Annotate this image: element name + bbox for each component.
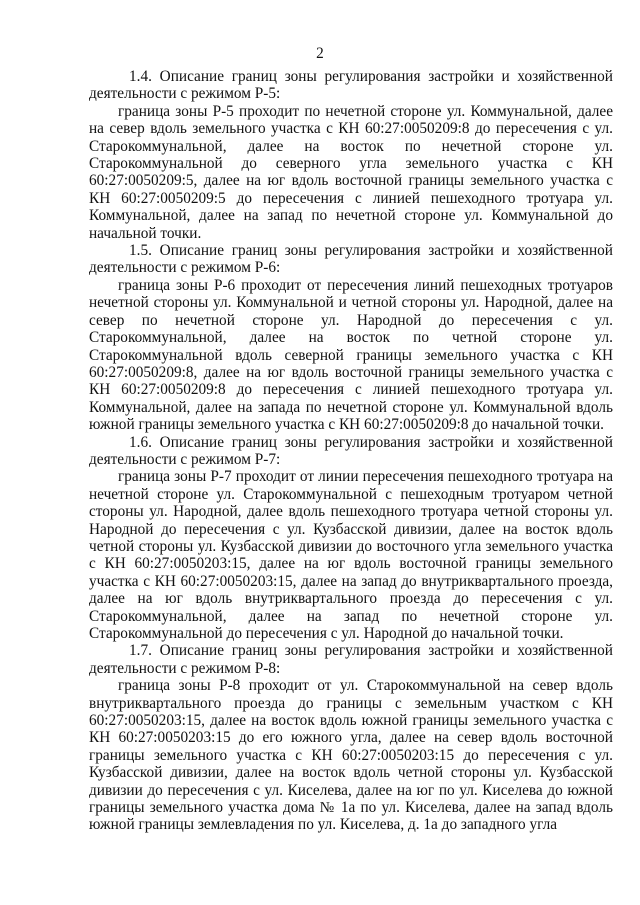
section-paragraph: граница зоны Р-8 проходит от ул. Старокоммунальной на север вдоль внутриквартального проезда до границы с земельным участком с КН 60:27:0050203:15, далее на восток вдоль южной границы земельного участка с КН 60:27:0050203:15 до его южного угла, далее на север вдоль восточной границы земельного участка с КН 60:27:0050203:15 до пересечения с ул. Кузбасской дивизии, далее на восток вдоль четной стороны ул. Кузбасской дивизии до пересечения с ул. Киселева, далее на юг по ул. Киселева до южной границы земельного участка дома № 1а по ул. Киселева, далее на запад вдоль южной границы землевладения по ул. Киселева, д. 1а до западного угла: [89, 677, 613, 834]
section-paragraph: граница зоны Р-7 проходит от линии пересечения пешеходного тротуара на нечетной стороне ул. Старокоммунальной с пешеходным тротуаром четной стороны ул. Народной, далее вдоль пешеходного тротуара четной стороны ул. Народной до пересечения с ул. Кузбасской дивизии, далее на восток вдоль четной стороны ул. Кузбасской дивизии до восточного угла земельного участка с КН 60:27:0050203:15, далее на юг вдоль восточной границы земельного участка с КН 60:27:0050203:15, далее на запад до внутриквартального проезда, далее на юг вдоль внутриквартального проезда до пересечения с ул. Старокоммунальной, далее на запад по нечетной стороне ул. Старокоммунальной до пересечения с ул. Народной до начальной точки.: [89, 468, 613, 642]
section-heading: 1.5. Описание границ зоны регулирования застройки и хозяйственной деятельности с режимом Р-6:: [89, 242, 613, 277]
section-1-7: [89, 642, 613, 833]
section-1-6: [89, 434, 613, 643]
section-1-5: [89, 242, 613, 433]
section-1-4: [89, 68, 613, 242]
section-heading: 1.7. Описание границ зоны регулирования застройки и хозяйственной деятельности с режимом Р-8:: [89, 642, 613, 677]
section-paragraph: граница зоны Р-6 проходит от пересечения линий пешеходных тротуаров нечетной стороны ул. Коммунальной и четной стороны ул. Народной, далее на север по нечетной стороне ул. Народной до пересечения с ул. Старокоммунальной, далее на восток по четной стороне ул. Старокоммунальной вдоль северной границы земельного участка с КН 60:27:0050209:8, далее на юг вдоль восточной границы земельного участка с КН 60:27:0050209:8 до пересечения с линией пешеходного тротуара ул. Коммунальной, далее на запада по нечетной стороне ул. Коммунальной вдоль южной границы земельного участка с КН 60:27:0050209:8 до начальной точки.: [89, 276, 613, 434]
section-heading: 1.6. Описание границ зоны регулирования застройки и хозяйственной деятельности с режимом Р-7:: [89, 433, 613, 468]
document-body: [89, 68, 613, 834]
section-paragraph: граница зоны Р-5 проходит по нечетной стороне ул. Коммунальной, далее на север вдоль земельного участка с КН 60:27:0050209:8 до пересечения с ул. Старокоммунальной, далее на восток по нечетной стороне ул. Старокоммунальной до северного угла земельного участка с КН 60:27:0050209:5, далее на юг вдоль восточной границы земельного участка с КН 60:27:0050209:5 до пересечения с линией пешеходного тротуара ул. Коммунальной, далее на запад по нечетной стороне ул. Коммунальной до начальной точки.: [89, 102, 613, 242]
page-number: 2: [316, 45, 324, 62]
section-heading: 1.4. Описание границ зоны регулирования застройки и хозяйственной деятельности с режимом Р-5:: [89, 68, 613, 103]
